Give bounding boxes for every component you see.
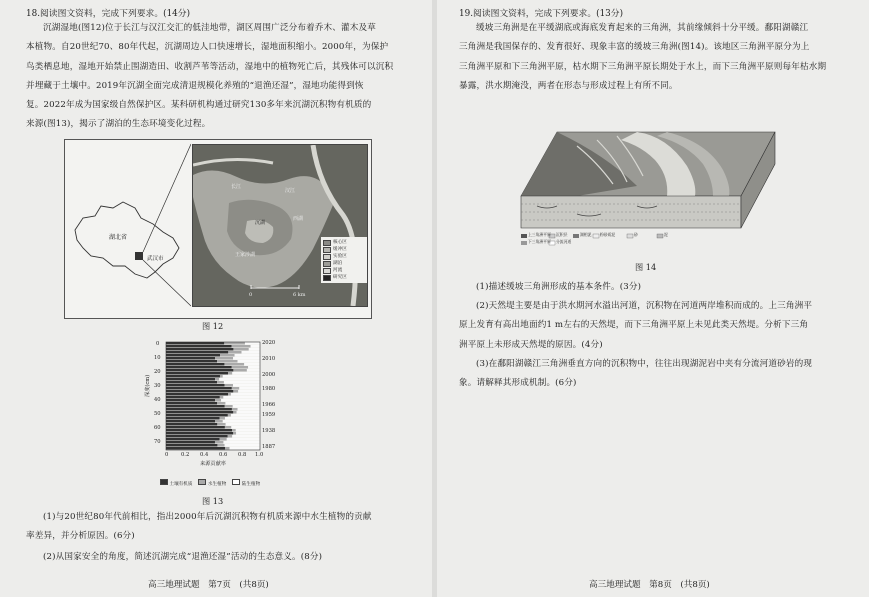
stacked-bar-segment [220,417,225,420]
stacked-bar-segment [248,366,260,369]
stacked-bar-segment [244,363,260,366]
stacked-bar-segment [166,342,224,345]
q18-title: 18.阅读图文资料，完成下列要求。(14分) [26,9,191,19]
stacked-bar-segment [231,426,260,429]
legend-item [198,479,226,487]
fig13-legend [160,479,260,487]
question-line: 率差异，并分析原因。(6分) [26,531,135,542]
legend-label: 分流河道 [556,239,572,244]
x-tick: 0.4 [200,452,209,458]
legend-label: 研究区 [333,275,347,280]
legend-label: 缓冲区 [333,247,347,252]
stacked-bar-segment [232,408,238,411]
stacked-bar-segment [166,444,217,447]
stacked-bar-segment [217,381,224,384]
question-line: (1)描述缓坡三角洲形成的基本条件。(3分) [476,282,642,292]
stacked-bar-segment [228,351,241,354]
legend-label: 下三角洲平原 [528,239,551,244]
legend-swatch [323,254,331,260]
year-tick: 2000 [262,372,276,378]
y-tick: 60 [154,425,161,431]
legend-swatch [160,479,168,485]
q18-passage [26,19,416,135]
exam-page-7 [0,0,432,597]
year-tick: 1980 [262,386,276,392]
stacked-bar-segment [166,363,224,366]
stacked-bar-segment [238,360,260,363]
stacked-bar-segment [251,345,260,348]
stacked-bar-segment [223,375,260,378]
year-tick: 2020 [262,340,276,346]
legend-label: 砂 [634,232,638,237]
stacked-bar-segment [166,378,215,381]
x-tick: 0.6 [219,452,228,458]
legend-label: 沉积层 [556,232,568,237]
stacked-bar-segment [231,414,260,417]
stacked-bar-segment [166,357,215,360]
stacked-bar-segment [232,435,260,438]
q19-passage [459,19,853,96]
year-tick: 1966 [262,402,276,408]
stacked-bar-segment [166,429,232,432]
stacked-bar-segment [232,372,260,375]
passage-line: 复。2022年成为国家级自然保护区。某科研机构通过研究130多年来沉湖沉积物有机质的 [26,100,372,111]
stacked-bar-segment [237,411,260,414]
stacked-bar-segment [233,390,238,393]
stacked-bar-segment [233,348,248,351]
stacked-bar-segment [232,366,248,369]
stacked-bar-segment [217,360,238,363]
stacked-bar-segment [166,372,228,375]
legend-label: 泥 [664,232,668,237]
stacked-bar-segment [166,414,228,417]
legend-label: 土壤有机质 [169,482,193,487]
stacked-bar-segment [215,378,219,381]
legend-row [323,239,367,246]
stacked-bar-segment [166,420,215,423]
stacked-bar-segment [166,381,217,384]
stacked-bar-segment [220,354,234,357]
x-tick: 0.2 [181,452,190,458]
legend-swatch [323,268,331,274]
stacked-bar-segment [235,354,260,357]
y-tick: 50 [154,411,161,417]
passage-line: 三角洲平原和下三角洲平原，枯水期下三角洲平原长期处于水上，而下三角洲平原则每年枯水期 [459,61,827,72]
legend-row [323,274,367,281]
legend-label: 粉砂质泥 [600,232,616,237]
x-tick: 0 [165,452,169,458]
stacked-bar-segment [239,387,260,390]
stacked-bar-segment [232,387,239,390]
stacked-bar-segment [166,396,220,399]
stacked-bar-segment [220,438,227,441]
stacked-bar-segment [228,414,231,417]
stacked-bar-segment [228,435,233,438]
x-tick: 1.0 [255,452,264,458]
stacked-bar-segment [224,381,260,384]
stacked-bar-segment [249,348,260,351]
stacked-bar-segment [225,405,233,408]
stacked-bar-segment [166,399,215,402]
stacked-bar-segment [166,411,233,414]
stacked-bar-segment [224,363,244,366]
y-tick: 30 [154,383,161,389]
stacked-bar-segment [166,390,233,393]
stacked-bar-segment [231,393,260,396]
map-label: 沉湖 [255,220,266,226]
legend-swatch [232,479,240,485]
legend-label: 河流 [333,268,343,273]
stacked-bar-segment [166,393,228,396]
map-label: 王家涉湖 [235,252,256,258]
legend-item [160,479,192,487]
question-line: 原上发育有高出地面约1 m左右的天然堤，而下三角洲平原上未见此类天然堤。分析下三角 [459,320,809,331]
stacked-bar-segment [230,447,260,450]
legend-row [323,246,367,253]
figure-13-chart [146,339,286,491]
legend-item [232,479,260,487]
stacked-bar-segment [166,438,220,441]
stacked-bar-segment [233,411,236,414]
stacked-bar-segment [227,438,260,441]
year-tick: 1938 [262,428,276,434]
stacked-bar-segment [226,423,260,426]
stacked-bar-segment [238,390,260,393]
question-line: 象。请解释其形成机制。(6分) [459,378,577,389]
y-tick: 20 [154,369,161,375]
stacked-bar-segment [224,342,245,345]
passage-line: 并埋藏于土壤中。2019年沉湖全面完成清退规模化养殖的“退渔还湿”，湿地功能得到恢 [26,80,364,91]
stacked-bar-segment [225,384,233,387]
q18-sub1 [26,508,418,547]
hubei-outline-map [65,140,191,318]
map-label: 汉江 [285,188,296,194]
stacked-bar-segment [220,375,223,378]
y-axis-label: 深度(cm) [145,374,151,397]
exam-page-8 [437,0,869,597]
stacked-bar-segment [215,441,223,444]
stacked-bar-segment [223,420,260,423]
stacked-bar-segment [236,432,260,435]
stacked-bar-segment [166,402,217,405]
stacked-bar-segment [217,444,224,447]
stacked-bar-segment [166,351,228,354]
legend-swatch [323,240,331,246]
legend-label: 陆生植物 [241,482,261,487]
passage-line: 缓坡三角洲是在平缓湖底或海底发育起来的三角洲，其前缘倾斜十分平缓。鄱阳湖赣江 [476,23,809,33]
stacked-bar-segment [166,348,233,351]
stacked-bar-segment [225,426,231,429]
q19-sub2 [459,297,853,355]
stacked-bar-segment [241,351,260,354]
stacked-bar-segment [217,423,225,426]
passage-line: 鸟类栖息地，湿地开始禁止围湖造田、收割芦苇等活动，湿地中的植物死亡后，其残体可以沉积 [26,61,394,72]
x-tick: 0.8 [238,452,247,458]
stacked-bar-segment [223,396,260,399]
question-line: (2)从国家安全的角度，简述沉湖完成“退渔还湿”活动的生态意义。(8分) [43,552,323,562]
q19-sub1 [476,278,856,297]
passage-line: 沉湖湿地(图12)位于长江与汉江交汇的低洼地带，湖区周围广泛分布着乔木、灌木及草 [43,23,377,33]
stacked-bar-segment [217,402,225,405]
figure-14-caption: 图 14 [635,262,657,272]
stacked-bar-segment [166,423,217,426]
passage-line: 来源(图13)，揭示了湖泊的生态环境变化过程。 [26,119,211,130]
question-line: (3)在鄱阳湖赣江三角洲垂直方向的沉积物中，往往出现湖泥岩中夹有分流河道砂岩的现 [476,359,813,369]
page-footer: 高三地理试题 第7页 (共8页) [148,580,269,590]
stacked-bar-segment [215,357,233,360]
study-area-marker [135,252,143,260]
stacked-bar-segment [166,447,225,450]
stacked-bar-segment [233,369,246,372]
stacked-bar-segment [225,417,260,420]
legend-row [323,253,367,260]
year-tick: 1887 [262,444,276,450]
stacked-bar-segment [236,429,260,432]
page-footer: 高三地理试题 第8页 (共8页) [589,580,710,590]
y-tick: 10 [154,355,161,361]
legend-swatch [323,247,331,253]
y-tick: 40 [154,397,161,403]
stacked-bar-segment [166,417,220,420]
legend-label: 上三角洲平原 [528,232,551,237]
city-label: 武汉市 [147,256,164,262]
stacked-bar-segment [166,426,225,429]
stacked-bar-segment [233,432,236,435]
stacked-bar-segment [166,441,215,444]
stacked-bar-segment [228,372,232,375]
figure-12-caption: 图 12 [202,321,224,331]
passage-line: 暴露，洪水期淹没，两者在形态与形成过程上有所不同。 [459,80,678,91]
scale-end: 6 km [293,292,306,298]
stacked-bar-segment [220,396,224,399]
stacked-bar-segment [166,354,220,357]
question-line: (1)与20世纪80年代前相比，指出2000年后沉湖沉积物有机质来源中水生植物的贡献 [43,512,372,522]
stacked-bar-segment [225,402,260,405]
scale-start: 0 [249,292,253,298]
stacked-bar-segment [166,384,225,387]
province-label: 湖北省 [109,234,128,241]
stacked-bar-segment [166,360,217,363]
year-tick: 1959 [262,412,276,418]
wetland-satellite-map [192,144,368,307]
stacked-bar-segment [221,399,260,402]
q19-title: 19.阅读图文资料，完成下列要求。(13分) [459,9,624,19]
passage-line: 三角洲是我国保存的、发育很好、现象丰富的缓坡三角洲(图14)。该地区三角洲平原分为上 [459,42,810,53]
legend-label: 湖相泥 [580,232,592,237]
figure-12-map [64,139,372,319]
stacked-bar-segment [232,345,251,348]
stacked-bar-segment [238,408,260,411]
stacked-bar-segment [215,399,221,402]
y-tick: 0 [156,341,160,347]
figure-13-caption: 图 13 [202,496,224,506]
stacked-bar-segment [166,408,232,411]
q19-sub3 [459,355,853,394]
legend-row [323,260,367,267]
stacked-bar-segment [219,378,260,381]
legend-label: 实验区 [333,254,347,259]
question-line: (2)天然堤主要是由于洪水期河水溢出河道，沉积物在河道两岸堆积而成的。上三角洲平 [476,301,813,311]
map-label: 西湖 [293,216,304,222]
stacked-bar-segment [247,369,260,372]
q18-sub2 [43,548,423,567]
legend-label: 湖泊 [333,261,343,266]
map-legend [321,237,368,283]
stacked-bar-segment [166,387,232,390]
stacked-bar-segment [166,369,233,372]
legend-label: 水生植物 [207,482,227,487]
stacked-bar-segment [166,345,232,348]
passage-line: 本植物。自20世纪70、80年代起，沉湖周边人口快速增长，湿地面积缩小。2000年，为保护 [26,42,389,53]
stacked-bar-segment [225,444,260,447]
stacked-bar-segment [245,342,260,345]
legend-swatch [198,479,206,485]
stacked-bar-segment [166,375,220,378]
stacked-bar-segment [232,429,236,432]
legend-swatch [323,275,331,281]
map-label: 长江 [231,184,242,190]
legend-row [323,267,367,274]
stacked-bar-segment [166,405,225,408]
y-tick: 70 [154,439,161,445]
stacked-bar-segment [223,441,260,444]
stacked-bar-segment [233,357,260,360]
stacked-bar-segment [166,366,232,369]
x-axis-label: 来源贡献率 [200,461,226,467]
question-line: 洲平原上未形成天然堤的原因。(4分) [459,339,603,350]
stacked-bar-segment [166,432,233,435]
year-tick: 2010 [262,356,276,362]
figure-14-delta-block-diagram [517,126,781,254]
stacked-bar-segment [233,384,260,387]
stacked-bar-segment [166,435,228,438]
legend-swatch [323,261,331,267]
stacked-bar-segment [228,393,231,396]
stacked-bar-segment [225,447,229,450]
legend-label: 核心区 [333,240,347,245]
stacked-bar-segment [233,405,260,408]
stacked-bar-segment [215,420,223,423]
